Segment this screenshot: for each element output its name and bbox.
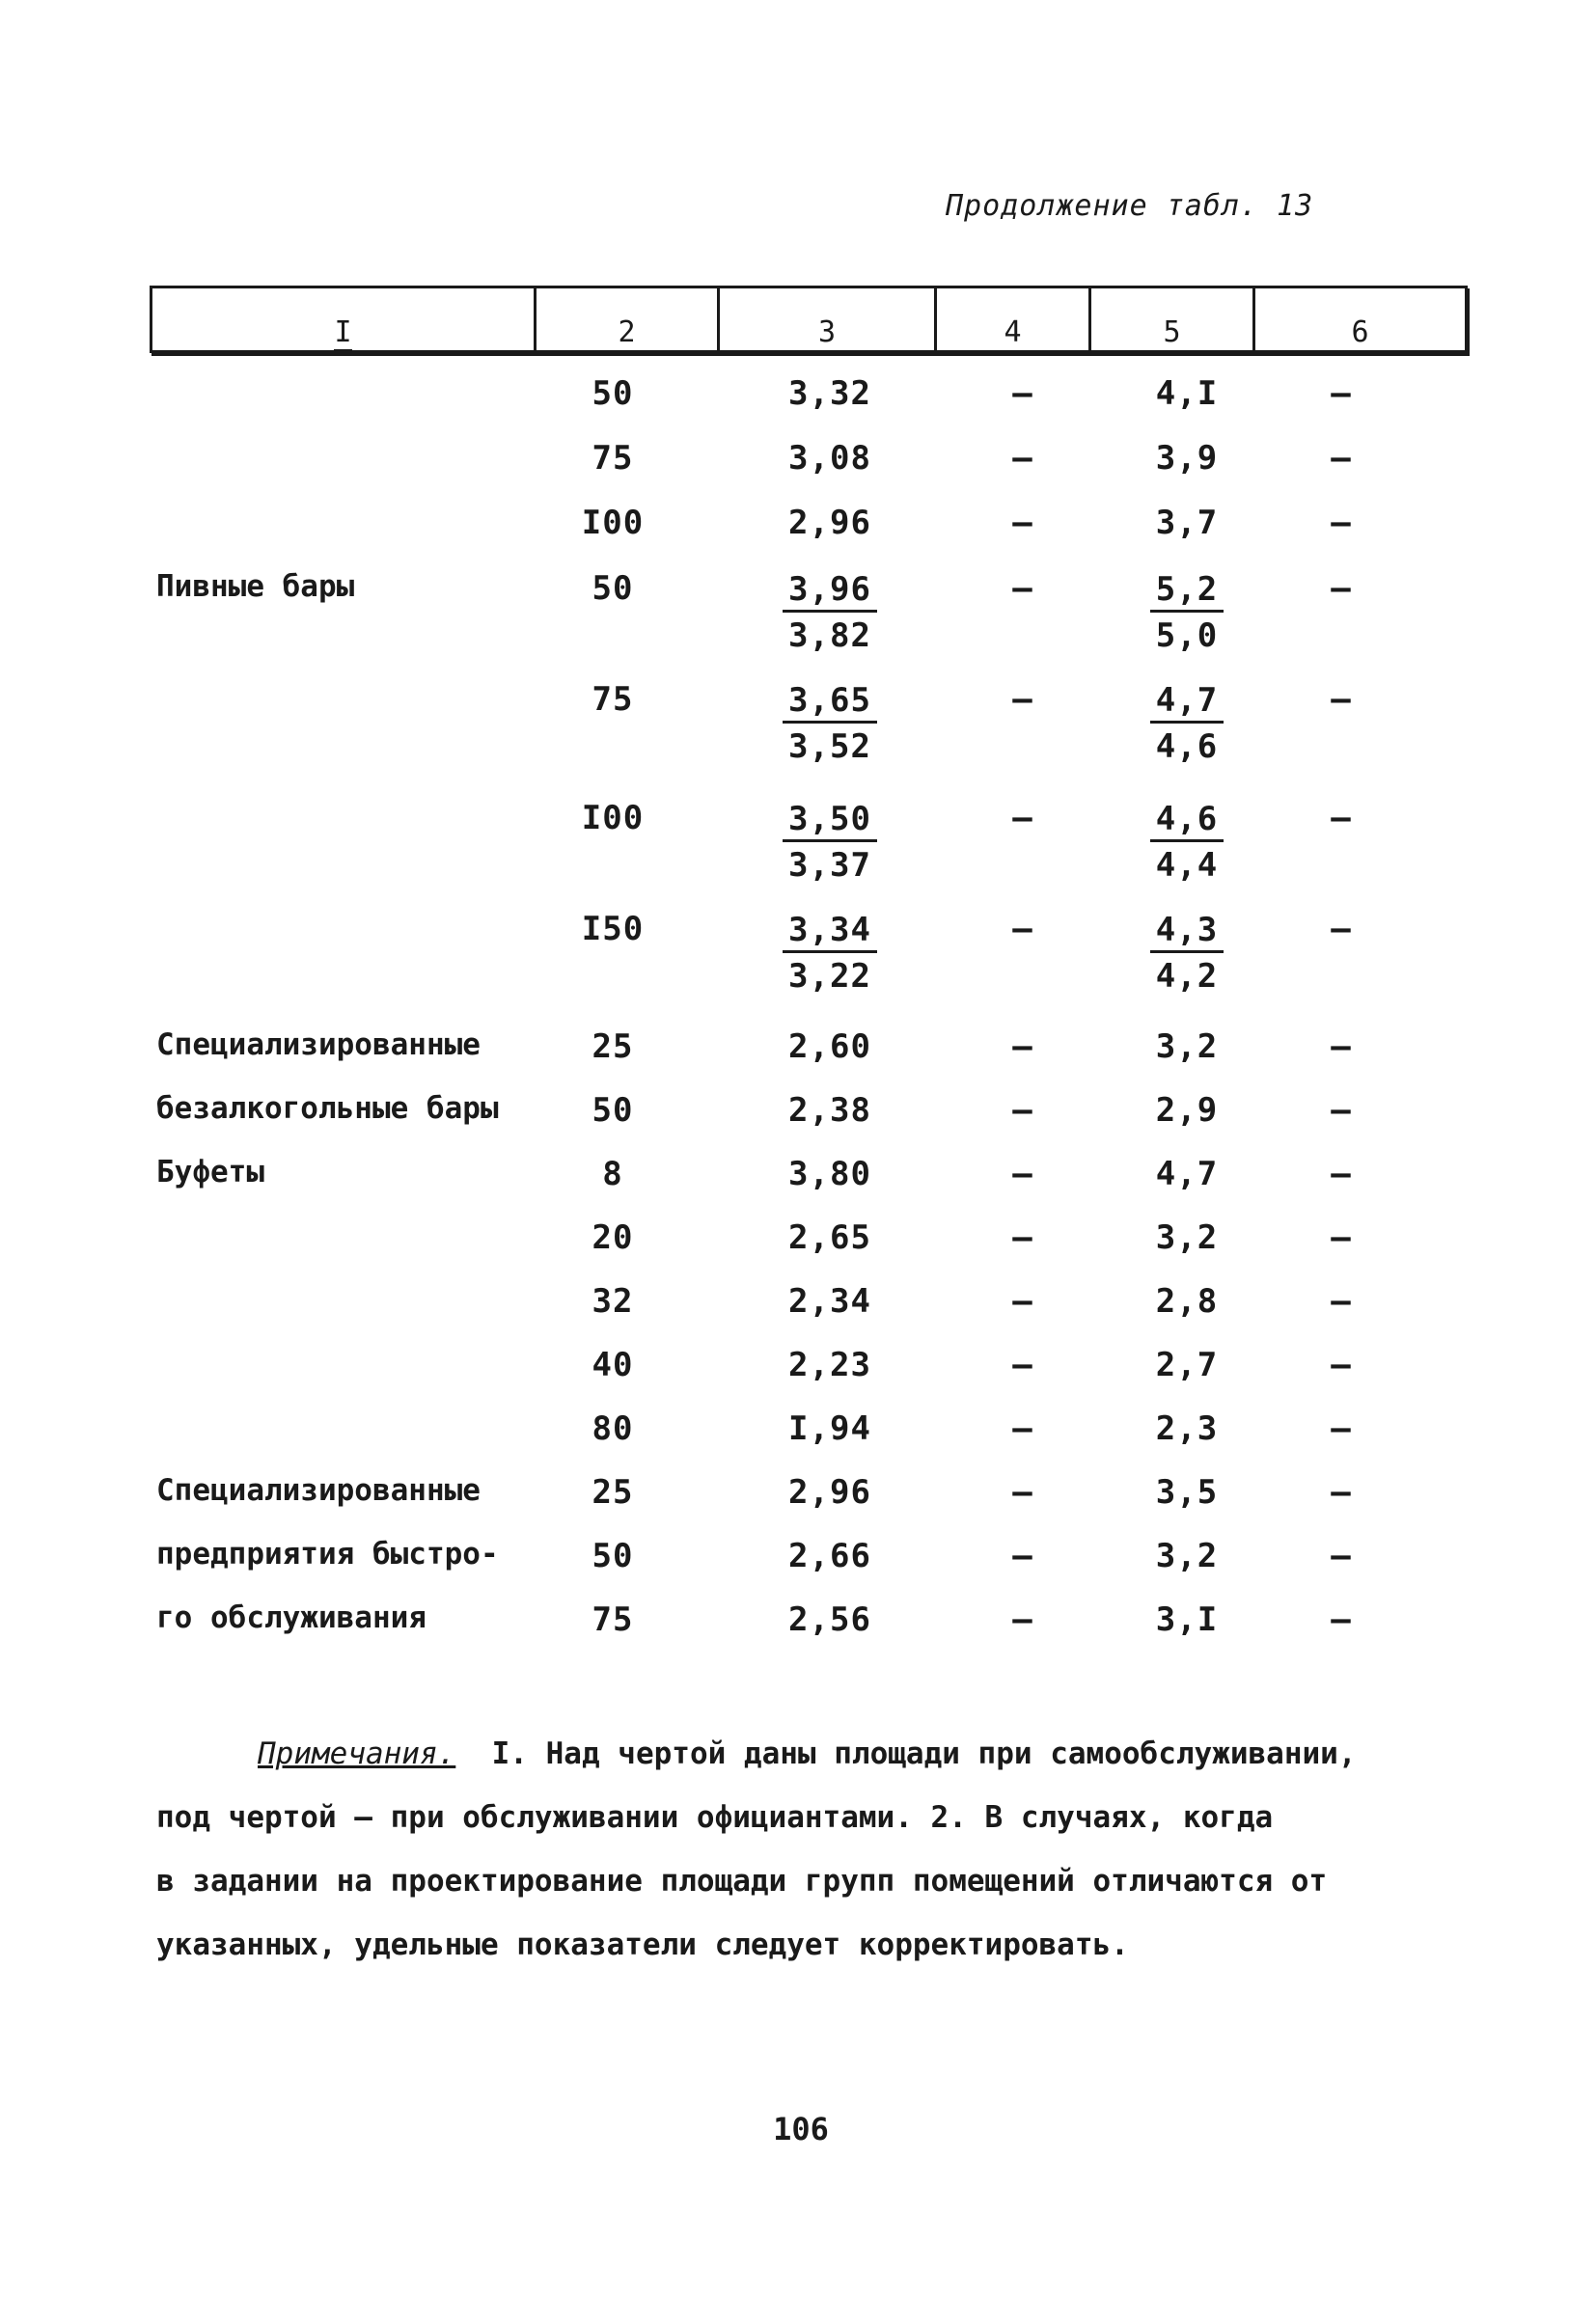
table-row — [0, 1600, 1596, 1658]
page-number: 106 — [773, 2111, 829, 2147]
cell-area-fraction — [762, 680, 897, 770]
cell-col4: – — [1012, 1537, 1033, 1575]
header-col-2: 2 — [534, 288, 717, 350]
table-row — [0, 1218, 1596, 1276]
cell-capacity: I00 — [581, 799, 645, 837]
cell-col4: – — [1012, 1473, 1033, 1512]
cell-col4: – — [1012, 1282, 1033, 1321]
table-row — [0, 1091, 1596, 1149]
cell-col4: – — [1012, 569, 1033, 608]
cell-col5: 2,8 — [1155, 1282, 1219, 1321]
area-self-service: 3,50 — [783, 799, 877, 842]
cell-col5: 3,I — [1155, 1600, 1219, 1639]
area-waiter-service: 3,22 — [788, 957, 871, 996]
cell-capacity: 75 — [592, 439, 634, 478]
table-row — [0, 504, 1596, 561]
table-row — [0, 1155, 1596, 1213]
cell-col5: 3,2 — [1155, 1218, 1219, 1257]
note-line-2: под чертой – при обслуживании официантами. 2. В случаях, когда — [156, 1800, 1274, 1835]
cell-col6: – — [1331, 569, 1352, 608]
cell-col5-fraction — [1119, 569, 1254, 659]
table-caption: Продолжение табл. 13 — [946, 189, 1314, 223]
cell-area: 3,80 — [788, 1155, 871, 1193]
cell-col6: – — [1331, 504, 1352, 542]
table-row — [0, 1346, 1596, 1404]
cell-col6: – — [1331, 1218, 1352, 1257]
cell-col4: – — [1012, 680, 1033, 719]
cell-col5: 3,2 — [1155, 1027, 1219, 1066]
cell-name: Буфеты — [156, 1155, 264, 1189]
value-waiter-service: 4,4 — [1155, 846, 1219, 885]
table-row — [0, 680, 1596, 786]
cell-capacity: 50 — [592, 569, 634, 608]
cell-col5: 2,3 — [1155, 1409, 1219, 1448]
table-row — [0, 1473, 1596, 1531]
cell-area: 2,23 — [788, 1346, 871, 1384]
cell-area: 2,65 — [788, 1218, 871, 1257]
cell-col5-fraction — [1119, 680, 1254, 770]
cell-capacity: I00 — [581, 504, 645, 542]
header-col-6: 6 — [1252, 288, 1465, 350]
cell-capacity: 25 — [592, 1027, 634, 1066]
cell-col6: – — [1331, 374, 1352, 413]
cell-name: Специализированные — [156, 1473, 481, 1508]
cell-area: 2,96 — [788, 504, 871, 542]
cell-col4: – — [1012, 374, 1033, 413]
cell-col5-fraction — [1119, 910, 1254, 999]
area-waiter-service: 3,82 — [788, 616, 871, 655]
area-self-service: 3,65 — [783, 680, 877, 724]
table-row — [0, 439, 1596, 497]
cell-col4: – — [1012, 1409, 1033, 1448]
table-row — [0, 799, 1596, 905]
cell-capacity: 75 — [592, 680, 634, 719]
header-col-1: I — [152, 288, 534, 350]
value-self-service: 4,7 — [1150, 680, 1224, 724]
area-waiter-service: 3,52 — [788, 727, 871, 766]
table-row — [0, 910, 1596, 1016]
cell-area: I,94 — [788, 1409, 871, 1448]
note-text-1: I. Над чертой даны площади при самообслуживании, — [491, 1736, 1357, 1771]
cell-capacity: 32 — [592, 1282, 634, 1321]
cell-col6: – — [1331, 1282, 1352, 1321]
table-notes — [156, 1722, 1488, 1977]
cell-area-fraction — [762, 569, 897, 659]
table-row — [0, 1282, 1596, 1340]
cell-col4: – — [1012, 1091, 1033, 1130]
cell-col5-fraction — [1119, 799, 1254, 889]
cell-col4: – — [1012, 439, 1033, 478]
value-self-service: 5,2 — [1150, 569, 1224, 613]
area-self-service: 3,34 — [783, 910, 877, 953]
table-row — [0, 1409, 1596, 1467]
table-row — [0, 1027, 1596, 1085]
table-row — [0, 569, 1596, 675]
cell-col6: – — [1331, 1346, 1352, 1384]
cell-col4: – — [1012, 1027, 1033, 1066]
cell-col6: – — [1331, 799, 1352, 837]
cell-col5: 4,7 — [1155, 1155, 1219, 1193]
cell-col4: – — [1012, 1218, 1033, 1257]
cell-area: 2,66 — [788, 1537, 871, 1575]
cell-col6: – — [1331, 1027, 1352, 1066]
value-waiter-service: 4,2 — [1155, 957, 1219, 996]
table-row — [0, 374, 1596, 432]
value-self-service: 4,3 — [1150, 910, 1224, 953]
cell-area: 2,38 — [788, 1091, 871, 1130]
cell-capacity: 50 — [592, 1091, 634, 1130]
area-self-service: 3,96 — [783, 569, 877, 613]
cell-col5: 3,5 — [1155, 1473, 1219, 1512]
cell-capacity: 50 — [592, 1537, 634, 1575]
cell-col5: 2,7 — [1155, 1346, 1219, 1384]
cell-col6: – — [1331, 1537, 1352, 1575]
note-line-4: указанных, удельные показатели следует корректировать. — [156, 1928, 1129, 1962]
cell-col6: – — [1331, 439, 1352, 478]
cell-col4: – — [1012, 504, 1033, 542]
header-col-3: 3 — [717, 288, 934, 350]
cell-col5: 2,9 — [1155, 1091, 1219, 1130]
cell-col4: – — [1012, 799, 1033, 837]
table-row — [0, 1537, 1596, 1595]
cell-capacity: 75 — [592, 1600, 634, 1639]
cell-capacity: I50 — [581, 910, 645, 948]
cell-capacity: 80 — [592, 1409, 634, 1448]
cell-col6: – — [1331, 1409, 1352, 1448]
note-line-3: в задании на проектирование площади групп помещений отличаются от — [156, 1864, 1328, 1899]
cell-col4: – — [1012, 1155, 1033, 1193]
cell-area: 2,34 — [788, 1282, 871, 1321]
cell-col5: 3,7 — [1155, 504, 1219, 542]
cell-capacity: 20 — [592, 1218, 634, 1257]
cell-col5: 3,9 — [1155, 439, 1219, 478]
cell-name: го обслуживания — [156, 1600, 427, 1635]
cell-col4: – — [1012, 910, 1033, 948]
cell-capacity: 25 — [592, 1473, 634, 1512]
cell-area: 3,32 — [788, 374, 871, 413]
area-waiter-service: 3,37 — [788, 846, 871, 885]
value-waiter-service: 4,6 — [1155, 727, 1219, 766]
value-waiter-service: 5,0 — [1155, 616, 1219, 655]
cell-col6: – — [1331, 1600, 1352, 1639]
table-header — [150, 286, 1468, 353]
cell-col6: – — [1331, 1473, 1352, 1512]
cell-name: Пивные бары — [156, 569, 355, 604]
cell-col6: – — [1331, 910, 1352, 948]
note-line-1 — [156, 1722, 1488, 1786]
cell-area: 2,96 — [788, 1473, 871, 1512]
cell-capacity: 8 — [602, 1155, 623, 1193]
cell-area: 3,08 — [788, 439, 871, 478]
cell-col6: – — [1331, 1091, 1352, 1130]
cell-capacity: 40 — [592, 1346, 634, 1384]
note-heading: Примечания. — [258, 1736, 456, 1771]
cell-col4: – — [1012, 1600, 1033, 1639]
header-col-4: 4 — [934, 288, 1088, 350]
header-col-5: 5 — [1088, 288, 1252, 350]
cell-area: 2,60 — [788, 1027, 871, 1066]
cell-capacity: 50 — [592, 374, 634, 413]
cell-area: 2,56 — [788, 1600, 871, 1639]
cell-col5: 3,2 — [1155, 1537, 1219, 1575]
value-self-service: 4,6 — [1150, 799, 1224, 842]
cell-col6: – — [1331, 1155, 1352, 1193]
cell-col5: 4,I — [1155, 374, 1219, 413]
cell-name: безалкогольные бары — [156, 1091, 499, 1126]
cell-col6: – — [1331, 680, 1352, 719]
cell-name: Специализированные — [156, 1027, 481, 1062]
cell-name: предприятия быстро- — [156, 1537, 499, 1572]
cell-col4: – — [1012, 1346, 1033, 1384]
cell-area-fraction — [762, 910, 897, 999]
cell-area-fraction — [762, 799, 897, 889]
